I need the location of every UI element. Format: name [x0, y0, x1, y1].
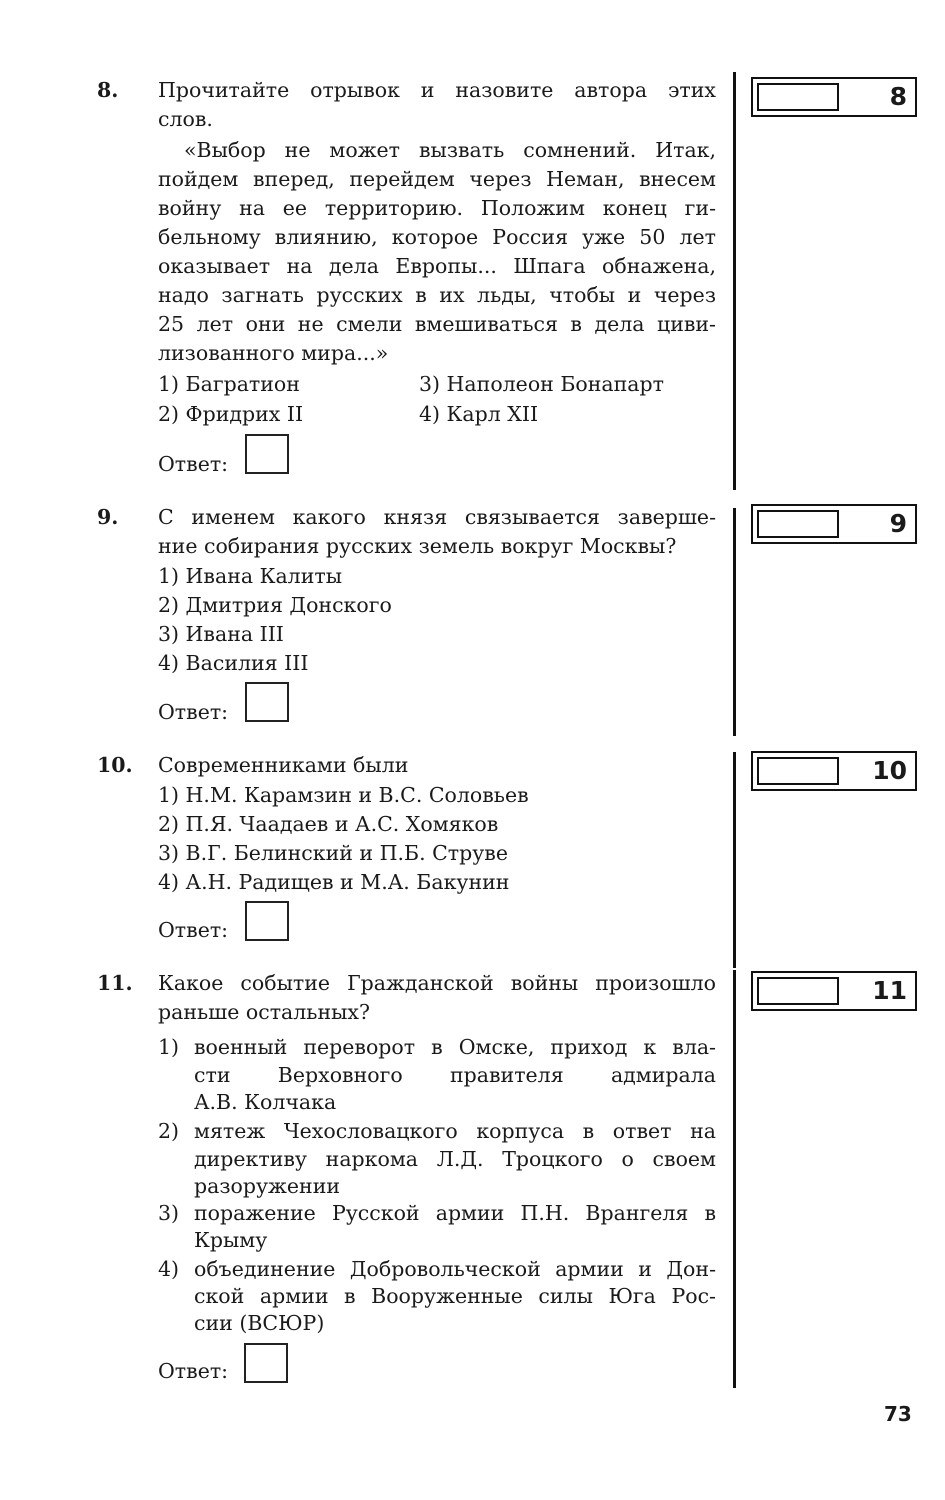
answer-option: 4) Василия III — [158, 651, 309, 675]
question-prompt-line: ние собирания русских земель вокруг Москвы? — [158, 534, 677, 558]
question-number: 8. — [97, 78, 119, 102]
option-line: разоружении — [194, 1174, 341, 1198]
answer-option: 3) Ивана III — [158, 622, 284, 646]
option-number: 2) — [158, 1119, 180, 1143]
score-box — [751, 751, 917, 791]
score-box — [751, 504, 917, 544]
answer-label: Ответ: — [158, 452, 229, 476]
quote-line: лизованного мира...» — [158, 341, 389, 365]
question-number: 9. — [97, 505, 119, 529]
answer-box[interactable] — [245, 682, 289, 722]
answer-option: 4) Карл XII — [419, 402, 539, 426]
answer-option: 2) Дмитрия Донского — [158, 593, 392, 617]
quote-line: бельному влиянию, которое Россия уже 50 лет — [158, 225, 716, 249]
answer-box[interactable] — [245, 434, 289, 474]
score-cell — [757, 83, 839, 111]
question-prompt-line: слов. — [158, 107, 213, 131]
answer-option: 3) В.Г. Белинский и П.Б. Струве — [158, 841, 508, 865]
question-number: 10. — [97, 753, 133, 777]
score-cell — [757, 977, 839, 1005]
answer-option: 2) П.Я. Чаадаев и А.С. Хомяков — [158, 812, 499, 836]
answer-option: 1) Багратион — [158, 372, 300, 396]
option-line: А.В. Колчака — [194, 1090, 337, 1114]
answer-label: Ответ: — [158, 1359, 229, 1383]
option-number: 3) — [158, 1201, 180, 1225]
answer-option: 1) Н.М. Карамзин и В.С. Соловьев — [158, 783, 529, 807]
quote-line: надо загнать русских в их льды, чтобы и через — [158, 283, 716, 307]
option-line: Крыму — [194, 1228, 268, 1252]
score-number: 11 — [872, 976, 907, 1005]
option-line: ской армии в Вооруженные силы Юга Рос- — [194, 1284, 716, 1308]
answer-label: Ответ: — [158, 918, 229, 942]
option-line: военный переворот в Омске, приход к вла- — [194, 1035, 716, 1059]
option-line: сии (ВСЮР) — [194, 1311, 325, 1335]
quote-line: 25 лет они не смели вмешиваться в дела циви- — [158, 312, 716, 336]
quote-line: войну на ее территорию. Положим конец ги- — [158, 196, 716, 220]
answer-option: 2) Фридрих II — [158, 402, 304, 426]
quote-line: оказывает на дела Европы... Шпага обнажена, — [158, 254, 716, 278]
question-number: 11. — [97, 971, 133, 995]
question-prompt-line: Какое событие Гражданской войны произошло — [158, 971, 716, 995]
answer-box[interactable] — [245, 901, 289, 941]
score-number: 8 — [889, 82, 907, 111]
question-prompt-line: Прочитайте отрывок и назовите автора этих — [158, 78, 716, 102]
answer-box[interactable] — [244, 1343, 288, 1383]
answer-option: 1) Ивана Калиты — [158, 564, 343, 588]
quote-line: «Выбор не может вызвать сомнений. Итак, — [184, 138, 716, 162]
score-cell — [757, 510, 839, 538]
answer-option: 4) А.Н. Радищев и М.А. Бакунин — [158, 870, 510, 894]
answer-label: Ответ: — [158, 700, 229, 724]
option-line: поражение Русской армии П.Н. Врангеля в — [194, 1201, 716, 1225]
page-number: 73 — [884, 1402, 912, 1426]
option-number: 4) — [158, 1257, 180, 1281]
option-line: объединение Добровольческой армии и Дон- — [194, 1257, 716, 1281]
option-line: директиву наркома Л.Д. Троцкого о своем — [194, 1147, 716, 1171]
score-box — [751, 77, 917, 117]
question-prompt-line: Современниками были — [158, 753, 409, 777]
margin-rule — [733, 508, 736, 736]
option-line: сти Верховного правителя адмирала — [194, 1063, 716, 1087]
score-box — [751, 971, 917, 1011]
option-line: мятеж Чехословацкого корпуса в ответ на — [194, 1119, 716, 1143]
question-prompt-line: раньше остальных? — [158, 1000, 370, 1024]
margin-rule — [733, 72, 736, 490]
answer-option: 3) Наполеон Бонапарт — [419, 372, 664, 396]
margin-rule — [733, 970, 736, 1388]
quote-line: пойдем вперед, перейдем через Неман, внесем — [158, 167, 716, 191]
score-cell — [757, 757, 839, 785]
score-number: 9 — [889, 509, 907, 538]
margin-rule — [733, 752, 736, 968]
option-number: 1) — [158, 1035, 180, 1059]
score-number: 10 — [872, 756, 907, 785]
question-prompt-line: С именем какого князя связывается заверше- — [158, 505, 716, 529]
